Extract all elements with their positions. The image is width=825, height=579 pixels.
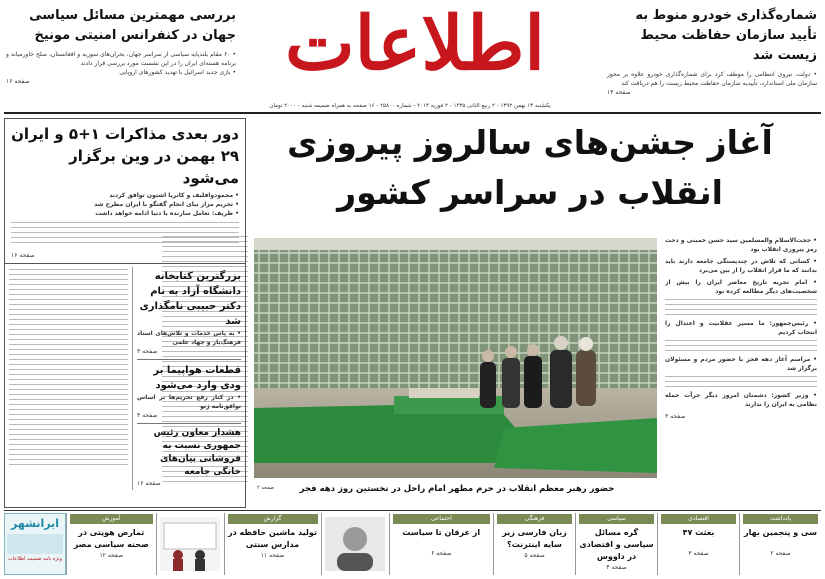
bottom-item-6[interactable]: [224, 513, 321, 575]
bullet-2: • کسانی که تلاش در چندپستگی جامعه دارند باید بدانند که ما قرار انقلاب را از بین می‌برد: [665, 258, 817, 274]
left-divider-2: [137, 359, 241, 360]
bottom-item-tag: اجتماعی: [393, 514, 491, 524]
bottom-item-headline: سی و پنجمین بهار: [743, 528, 818, 537]
bottom-classroom-photo: [156, 513, 224, 575]
bottom-item-headline: تمارض هویتی در صحنه سیاسی مصر: [73, 528, 149, 549]
story1-item-1: • محمودوافلیف و کاتریا اشتون توافق کردند: [109, 192, 239, 199]
bullet-body-lines: [665, 299, 817, 315]
story1-headline: دور بعدی مذاکرات ۱+۵ و ایران ۲۹ بهمن در وین برگزار می‌شود: [11, 125, 239, 187]
story1-page: صفحه ۱۶: [11, 252, 35, 259]
bottom-item-7[interactable]: [66, 513, 156, 575]
shrine-photo-illustration: [254, 238, 657, 478]
story1-item-3: • ظریف: تعامل سازنده با دنیا ادامه خواهد داشت: [95, 210, 239, 217]
portrait-icon: [325, 517, 385, 571]
bottom-item-headline: گره مسائل سیاسی و اقتصادی در داووس: [579, 528, 654, 561]
masthead: [0, 0, 825, 109]
masthead-left-headline: بررسی مهمترین مسائل سیاسی جهان در کنفرانس امنیتی مونیخ: [29, 8, 236, 43]
ad-box[interactable]: [4, 513, 66, 575]
bottom-item-5[interactable]: [389, 513, 494, 575]
story2-page: صفحه ۳: [137, 348, 158, 355]
masthead-left-page: صفحه ۱۶: [6, 78, 30, 85]
story2-headline: بزرگترین کتابخانه دانشگاه آزاد به نام دکتر حبیبی نامگذاری شد: [139, 271, 241, 327]
bottom-item-page: صفحه ۱۲: [99, 552, 124, 559]
bottom-item-headline: از عرفان تا سیاست: [402, 528, 481, 537]
bullet-4: • رئیس‌جمهور: ما مسیر عقلانیت و اعتدال را انتخاب کردیم: [665, 320, 817, 336]
bottom-item-tag: آموزش: [70, 514, 153, 524]
bottom-item-tag: فرهنگی: [497, 514, 572, 524]
bottom-item-page: صفحه ۳: [688, 550, 709, 557]
dateline: یکشنبه ۱۳ بهمن ۱۳۹۲ - ۲ ربیع الثانی ۱۴۳۵ - ۲ فوریه ۲۰۱۴ - شماره ۲۵۸۰۰ - ۱۶ صفحه به همراه ضمیمه شنبه - ۲۰۰۰ تومان: [269, 103, 551, 109]
bottom-item-tag: یادداشت: [743, 514, 818, 524]
bottom-item-page: صفحه ۶: [431, 550, 452, 557]
story1-lines: [5, 218, 245, 251]
bottom-item-headline: تولید ماشین حافظه در مدارس سنتی: [228, 528, 317, 549]
bottom-divider: [4, 510, 821, 511]
main-headline: آغاز جشن‌های سالروز پیروزی انقلاب در سراسر کشور: [287, 123, 773, 212]
bullet-page: صفحه ۳: [665, 413, 686, 420]
main-story-bullets: [665, 236, 817, 501]
bottom-item-tag: گزارش: [228, 514, 318, 524]
bottom-item-headline: بعثت ۴۷: [682, 528, 715, 537]
bullet-body-lines-3: [665, 376, 817, 387]
bottom-item-page: صفحه ۴: [606, 564, 627, 571]
bottom-item-page: صفحه ۵: [524, 552, 545, 559]
bottom-item-3[interactable]: [575, 513, 657, 575]
masthead-logo: اطلاعات: [285, 1, 545, 87]
bullet-5: • مراسم آغاز دهه فجر با حضور مردم و مسئولان برگزار شد: [665, 356, 817, 372]
bottom-item-1[interactable]: [739, 513, 821, 575]
masthead-right-page: صفحه ۱۴: [607, 89, 631, 96]
story3-page: صفحه ۴: [137, 412, 158, 419]
story4-headline: هشدار معاون رئیس جمهوری نسبت به فروشانی بیان‌های خانگی جامعه: [153, 428, 241, 477]
bottom-strip: [4, 513, 821, 575]
bottom-item-page: صفحه ۱۱: [260, 552, 285, 559]
story3-headline: قطعات هواپیما بر ودی وارد می‌شود: [153, 365, 241, 391]
ad-brand: ایرانشهر: [11, 517, 59, 530]
story1-item-2: • تحریم مزار نیای انجام گفتگو با ایران مطرح شد: [94, 201, 239, 208]
left-divider-3: [137, 423, 241, 424]
story4-page: صفحه ۱۶: [137, 480, 161, 487]
left-split: [5, 267, 245, 490]
masthead-right-story: [607, 6, 817, 97]
bottom-item-2[interactable]: [657, 513, 739, 575]
left-left-subcol: [5, 267, 133, 490]
left-right-subcol: [133, 267, 245, 490]
photo-caption: حضور رهبر معظم انقلاب در حرم مطهر امام راحل در نخستین روز دهه فجر: [299, 484, 615, 494]
masthead-left-story: [6, 6, 236, 86]
bottom-item-headline: زبان فارسی زیر سایه اینترنت؟: [502, 528, 567, 549]
photo-caption-page: صفحه ۲: [257, 485, 274, 491]
bullet-6: • وزیر کشور: دشمنان امروز دیگر جرأت حمله نظامی به ایران را ندارند: [665, 392, 817, 408]
masthead-right-text: • دولت، نیروی انتظامی را موظف کرد برای شماره‌گذاری خودرو علاوه بر مجوز سازمان ملی استاندارد، تأییدیه سازمان حفاظت محیط زیست را هم دریافت کند: [607, 71, 817, 87]
masthead-left-text-2: • بازی جدید اسرائیل با تهدید کشورهای اروپایی: [119, 69, 236, 76]
bullet-body-lines-2: [665, 340, 817, 351]
ad-image: [7, 534, 63, 554]
bottom-item-tag: اقتصادی: [661, 514, 736, 524]
left-divider-1: [5, 263, 245, 264]
main-photo: [254, 238, 657, 478]
masthead-left-text-1: • ۶۰ مقام بلندپایه سیاسی از سراسر جهان، بحران‌های سوریه و افغانستان، صلح خاورمیانه و برنامه هسته‌ای ایران را در این نشست مورد بررسی قرار دادند: [6, 51, 236, 67]
story3-item: • در کنار رفع تحریم‌ها بر اساس توافق‌نامه ژنو: [137, 394, 241, 410]
bottom-item-page: صفحه ۲: [770, 550, 791, 557]
left-column: [4, 118, 246, 508]
masthead-right-headline: شماره‌گذاری خودرو منوط به تأیید سازمان حفاظت محیط زیست شد: [635, 8, 817, 63]
ad-line: ویژه نامه ضمیمه اطلاعات: [7, 556, 62, 562]
bullet-3: • امام تجربه تاریخ معاصر ایران را بیش از شخصیت‌های دیگر مطالعه کرده بود: [665, 279, 817, 295]
classroom-photo-icon: [160, 517, 220, 571]
story2-item: • به پاس خدمات و تلاش‌های استاد فرهنگ‌یار و جهاد علمی: [137, 330, 241, 346]
bottom-portrait: [321, 513, 389, 575]
masthead-divider: [4, 112, 821, 114]
left-subcol-lines: [9, 269, 128, 465]
bullet-1: • حجت‌الاسلام والمسلمین سید حسن خمینی و دحت رمز پیروزی انقلاب بود: [665, 237, 817, 253]
bottom-item-tag: سیاسی: [579, 514, 654, 524]
bottom-item-4[interactable]: [493, 513, 575, 575]
